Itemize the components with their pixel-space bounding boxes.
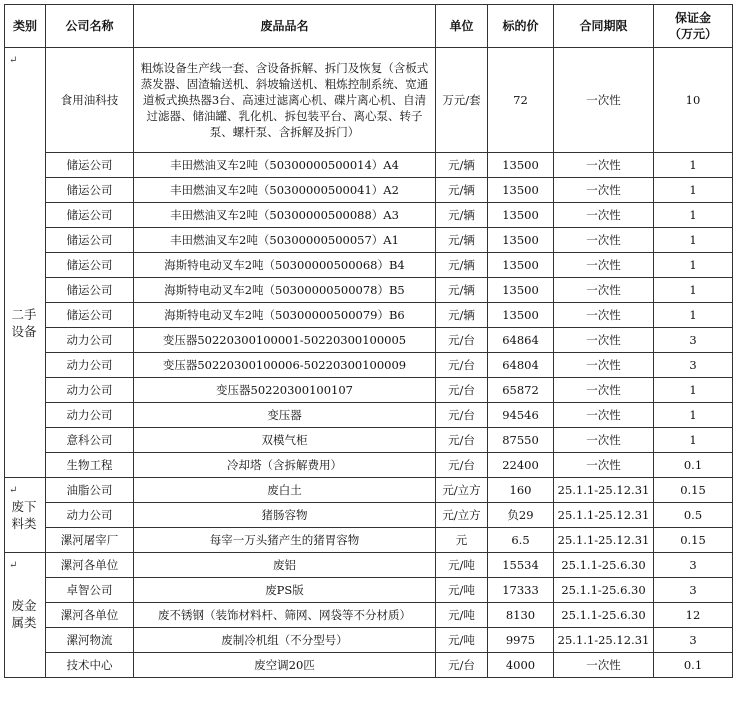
unit-cell: 万元/套 (436, 48, 488, 153)
category-label-scrap-metal: 废金属类 (11, 598, 37, 630)
unit-cell: 元/台 (436, 353, 488, 378)
price-cell: 22400 (488, 453, 554, 478)
period-cell: 25.1.1-25.6.30 (554, 603, 654, 628)
waste-auction-table (4, 4, 733, 678)
table-row (5, 228, 733, 253)
item-cell: 废制冷机组（不分型号） (134, 628, 436, 653)
deposit-cell: 3 (654, 628, 733, 653)
company-cell: 技术中心 (46, 653, 134, 678)
deposit-cell: 0.15 (654, 528, 733, 553)
item-cell: 废白土 (134, 478, 436, 503)
period-cell: 25.1.1-25.6.30 (554, 553, 654, 578)
period-cell: 一次性 (554, 303, 654, 328)
deposit-cell: 1 (654, 178, 733, 203)
deposit-cell: 3 (654, 553, 733, 578)
header-row (5, 5, 733, 48)
company-cell: 生物工程 (46, 453, 134, 478)
price-cell: 87550 (488, 428, 554, 453)
unit-cell: 元/辆 (436, 303, 488, 328)
company-cell: 储运公司 (46, 203, 134, 228)
price-cell: 13500 (488, 203, 554, 228)
unit-cell: 元/吨 (436, 578, 488, 603)
price-cell: 13500 (488, 253, 554, 278)
price-cell: 64864 (488, 328, 554, 353)
table-row (5, 253, 733, 278)
company-cell: 动力公司 (46, 403, 134, 428)
period-cell: 25.1.1-25.12.31 (554, 478, 654, 503)
company-cell: 动力公司 (46, 503, 134, 528)
company-cell: 储运公司 (46, 153, 134, 178)
return-mark-icon: ↵ (9, 485, 18, 496)
deposit-cell: 1 (654, 428, 733, 453)
item-cell: 海斯特电动叉车2吨（50300000500068）B4 (134, 253, 436, 278)
header-item: 废品品名 (134, 5, 436, 48)
table-row (5, 353, 733, 378)
item-cell: 粗炼设备生产线一套、含设备拆解、拆门及恢复（含板式蒸发器、固渣输送机、斜坡输送机、粗炼控制系统、宽通道板式换热器3台、高速过滤离心机、碟片离心机、自清过滤器、储油罐、乳化机、拆包装平台、离心泵、转子泵、螺杆泵、含拆解及拆门） (134, 48, 436, 153)
unit-cell: 元/台 (436, 428, 488, 453)
unit-cell: 元/辆 (436, 153, 488, 178)
unit-cell: 元/吨 (436, 628, 488, 653)
price-cell: 13500 (488, 228, 554, 253)
price-cell: 6.5 (488, 528, 554, 553)
deposit-cell: 1 (654, 228, 733, 253)
item-cell: 丰田燃油叉车2吨（50300000500057）A1 (134, 228, 436, 253)
item-cell: 废空调20匹 (134, 653, 436, 678)
period-cell: 25.1.1-25.12.31 (554, 628, 654, 653)
table-row (5, 278, 733, 303)
deposit-cell: 1 (654, 153, 733, 178)
header-company: 公司名称 (46, 5, 134, 48)
company-cell: 动力公司 (46, 328, 134, 353)
table-row (5, 378, 733, 403)
unit-cell: 元/台 (436, 653, 488, 678)
item-cell: 猪肠容物 (134, 503, 436, 528)
deposit-cell: 0.5 (654, 503, 733, 528)
item-cell: 变压器 (134, 403, 436, 428)
return-mark-icon: ↵ (9, 55, 18, 66)
unit-cell: 元/辆 (436, 278, 488, 303)
period-cell: 一次性 (554, 453, 654, 478)
item-cell: 丰田燃油叉车2吨（50300000500088）A3 (134, 203, 436, 228)
table-row (5, 178, 733, 203)
period-cell: 一次性 (554, 253, 654, 278)
item-cell: 变压器50220300100001-50220300100005 (134, 328, 436, 353)
price-cell: 13500 (488, 153, 554, 178)
period-cell: 一次性 (554, 378, 654, 403)
item-cell: 废铝 (134, 553, 436, 578)
header-deposit: 保证金（万元） (654, 5, 733, 48)
price-cell: 160 (488, 478, 554, 503)
company-cell: 油脂公司 (46, 478, 134, 503)
company-cell: 储运公司 (46, 178, 134, 203)
deposit-cell: 1 (654, 403, 733, 428)
period-cell: 一次性 (554, 403, 654, 428)
deposit-cell: 3 (654, 328, 733, 353)
unit-cell: 元/台 (436, 378, 488, 403)
deposit-cell: 0.1 (654, 653, 733, 678)
deposit-cell: 3 (654, 353, 733, 378)
unit-cell: 元/吨 (436, 603, 488, 628)
deposit-cell: 0.15 (654, 478, 733, 503)
price-cell: 负29 (488, 503, 554, 528)
company-cell: 动力公司 (46, 378, 134, 403)
company-cell: 漯河物流 (46, 628, 134, 653)
item-cell: 每宰一万头猪产生的猪胃容物 (134, 528, 436, 553)
unit-cell: 元/台 (436, 328, 488, 353)
header-price: 标的价 (488, 5, 554, 48)
category-cell-scrap-metal (5, 553, 46, 678)
price-cell: 65872 (488, 378, 554, 403)
period-cell: 25.1.1-25.6.30 (554, 578, 654, 603)
period-cell: 一次性 (554, 353, 654, 378)
company-cell: 食用油科技 (46, 48, 134, 153)
unit-cell: 元/吨 (436, 553, 488, 578)
table-row (5, 553, 733, 578)
price-cell: 13500 (488, 178, 554, 203)
item-cell: 变压器50220300100006-50220300100009 (134, 353, 436, 378)
header-unit: 单位 (436, 5, 488, 48)
period-cell: 一次性 (554, 228, 654, 253)
unit-cell: 元/辆 (436, 228, 488, 253)
deposit-cell: 3 (654, 578, 733, 603)
period-cell: 一次性 (554, 48, 654, 153)
deposit-cell: 10 (654, 48, 733, 153)
item-cell: 海斯特电动叉车2吨（50300000500078）B5 (134, 278, 436, 303)
company-cell: 漯河各单位 (46, 603, 134, 628)
price-cell: 4000 (488, 653, 554, 678)
item-cell: 废不锈钢（装饰材料杆、筛网、网袋等不分材质） (134, 603, 436, 628)
table-row (5, 153, 733, 178)
period-cell: 一次性 (554, 278, 654, 303)
document-page (4, 4, 733, 678)
table-row (5, 603, 733, 628)
item-cell: 丰田燃油叉车2吨（50300000500041）A2 (134, 178, 436, 203)
deposit-cell: 12 (654, 603, 733, 628)
period-cell: 25.1.1-25.12.31 (554, 503, 654, 528)
table-row (5, 303, 733, 328)
category-label-second-hand: 二手设备 (11, 307, 37, 339)
table-row (5, 653, 733, 678)
price-cell: 9975 (488, 628, 554, 653)
table-row (5, 428, 733, 453)
deposit-cell: 1 (654, 378, 733, 403)
table-row (5, 628, 733, 653)
table-row (5, 528, 733, 553)
price-cell: 72 (488, 48, 554, 153)
company-cell: 储运公司 (46, 253, 134, 278)
unit-cell: 元/辆 (436, 253, 488, 278)
price-cell: 94546 (488, 403, 554, 428)
item-cell: 冷却塔（含拆解费用） (134, 453, 436, 478)
period-cell: 一次性 (554, 203, 654, 228)
table-row (5, 503, 733, 528)
unit-cell: 元/台 (436, 403, 488, 428)
company-cell: 意科公司 (46, 428, 134, 453)
header-period: 合同期限 (554, 5, 654, 48)
period-cell: 一次性 (554, 178, 654, 203)
item-cell: 废PS版 (134, 578, 436, 603)
price-cell: 17333 (488, 578, 554, 603)
unit-cell: 元/立方 (436, 478, 488, 503)
item-cell: 丰田燃油叉车2吨（50300000500014）A4 (134, 153, 436, 178)
price-cell: 64804 (488, 353, 554, 378)
deposit-cell: 1 (654, 303, 733, 328)
table-row (5, 48, 733, 153)
company-cell: 储运公司 (46, 278, 134, 303)
deposit-cell: 1 (654, 203, 733, 228)
category-cell-second-hand (5, 48, 46, 478)
price-cell: 8130 (488, 603, 554, 628)
item-cell: 变压器50220300100107 (134, 378, 436, 403)
unit-cell: 元/台 (436, 453, 488, 478)
period-cell: 一次性 (554, 653, 654, 678)
return-mark-icon: ↵ (9, 560, 18, 571)
company-cell: 漯河各单位 (46, 553, 134, 578)
unit-cell: 元/辆 (436, 178, 488, 203)
table-row (5, 578, 733, 603)
table-row (5, 478, 733, 503)
company-cell: 储运公司 (46, 228, 134, 253)
price-cell: 15534 (488, 553, 554, 578)
company-cell: 动力公司 (46, 353, 134, 378)
item-cell: 海斯特电动叉车2吨（50300000500079）B6 (134, 303, 436, 328)
category-cell-waste-material (5, 478, 46, 553)
table-row (5, 453, 733, 478)
unit-cell: 元/立方 (436, 503, 488, 528)
price-cell: 13500 (488, 278, 554, 303)
table-row (5, 403, 733, 428)
company-cell: 漯河屠宰厂 (46, 528, 134, 553)
table-row (5, 203, 733, 228)
deposit-cell: 1 (654, 278, 733, 303)
price-cell: 13500 (488, 303, 554, 328)
period-cell: 一次性 (554, 328, 654, 353)
item-cell: 双模气柜 (134, 428, 436, 453)
table-row (5, 328, 733, 353)
header-category: 类别 (5, 5, 46, 48)
period-cell: 25.1.1-25.12.31 (554, 528, 654, 553)
deposit-cell: 0.1 (654, 453, 733, 478)
category-label-waste-material: 废下料类 (11, 499, 37, 531)
deposit-cell: 1 (654, 253, 733, 278)
company-cell: 卓智公司 (46, 578, 134, 603)
unit-cell: 元 (436, 528, 488, 553)
unit-cell: 元/辆 (436, 203, 488, 228)
company-cell: 储运公司 (46, 303, 134, 328)
period-cell: 一次性 (554, 428, 654, 453)
period-cell: 一次性 (554, 153, 654, 178)
